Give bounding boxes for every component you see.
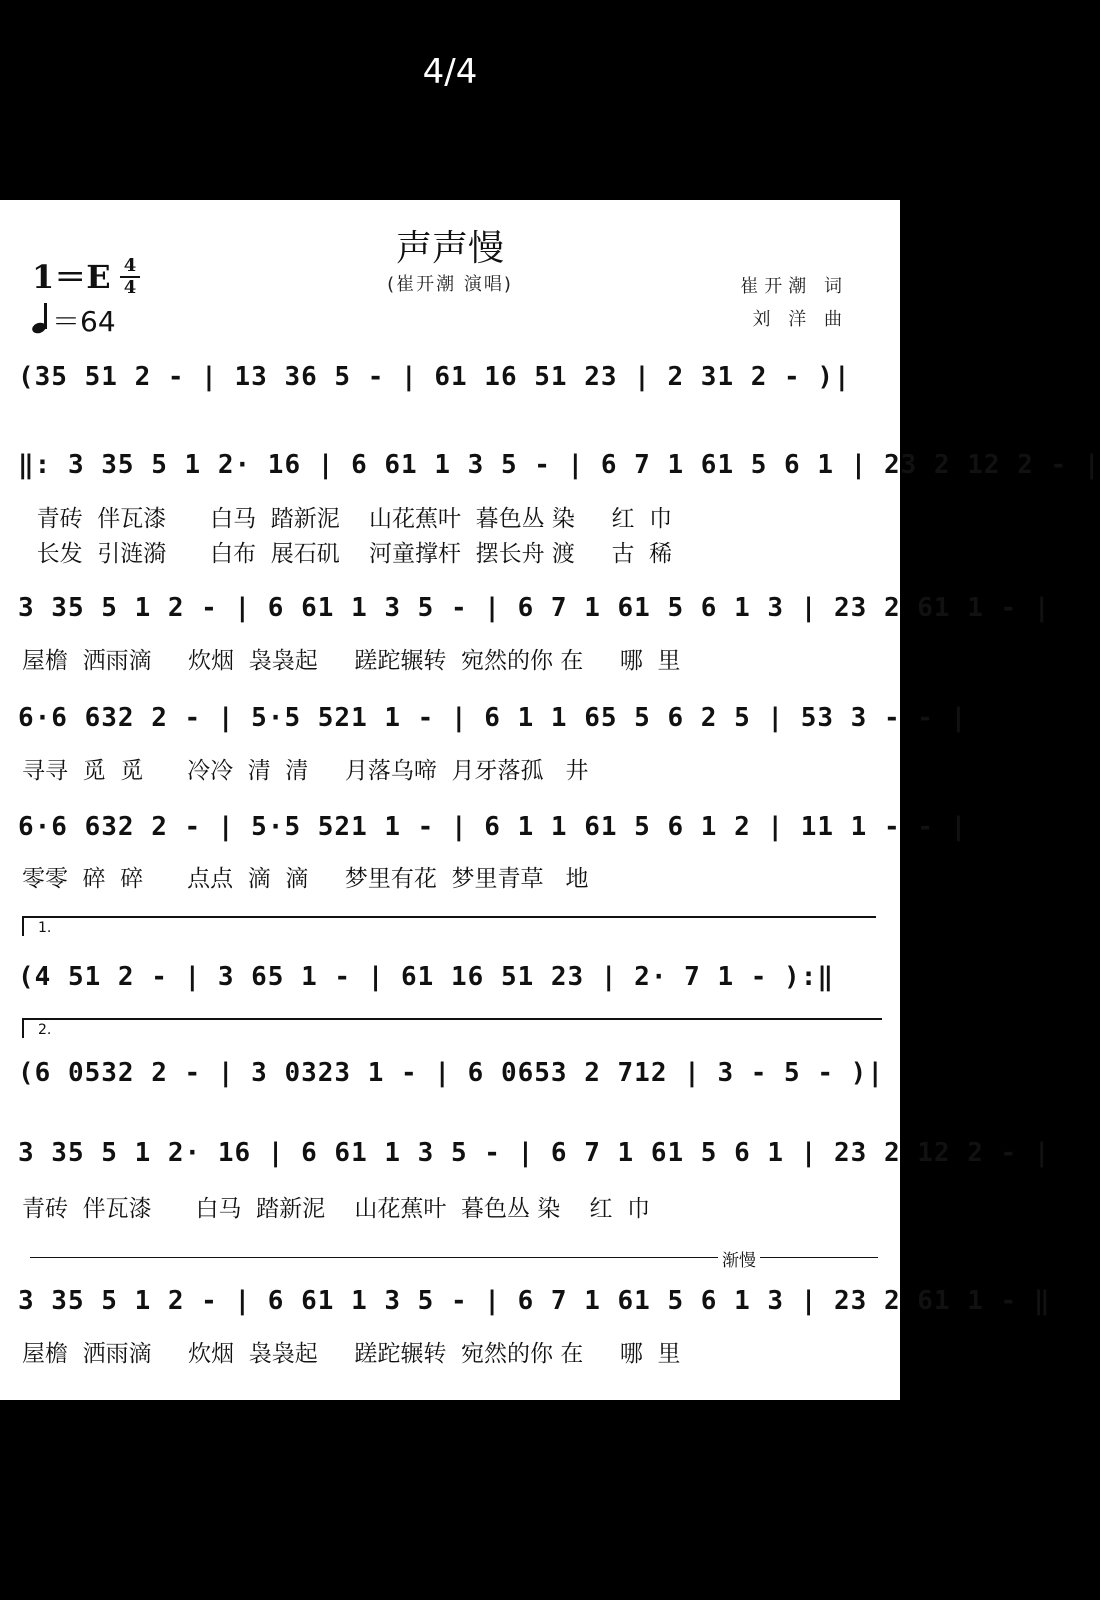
lyric-line-7: 屋檐 洒雨滴 炊烟 袅袅起 蹉跎辗转 宛然的你 在 哪 里	[22, 1341, 681, 1367]
composer-credit: 刘 洋 曲	[752, 309, 848, 330]
lyric-line-6: 青砖 伴瓦漆 白马 踏新泥 山花蕉叶 暮色丛 染 红 巾	[22, 1196, 651, 1222]
notation-line-8: 3 35 5 1 2· 16 | 6 61 1 3 5 - | 6 7 1 61 5 6 1 | 23 2 12 2 - |	[18, 1138, 1051, 1168]
lyric-line-3: 屋檐 洒雨滴 炊烟 袅袅起 蹉跎辗转 宛然的你 在 哪 里	[22, 648, 681, 674]
second-ending-bracket	[22, 1018, 882, 1038]
lyricist-credit: 崔开潮 词	[740, 276, 848, 297]
second-ending-label: 2.	[38, 1022, 52, 1038]
notation-line-7: (6 0532 2 - | 3 0323 1 - | 6 0653 2 712 | 3 - 5 - )|	[18, 1058, 884, 1088]
first-ending-label: 1.	[38, 920, 52, 936]
tempo-marking	[30, 300, 116, 340]
first-ending-bracket	[22, 916, 876, 936]
notation-line-6: (4 51 2 - | 3 65 1 - | 61 16 51 23 | 2· 7 1 - ):‖	[18, 962, 835, 992]
ritardando-marking	[30, 1251, 878, 1271]
notation-line-3: 3 35 5 1 2 - | 6 61 1 3 5 - | 6 7 1 61 5 6 1 3 | 23 2 61 1 - |	[18, 593, 1051, 623]
sheet-music-page[interactable]	[0, 200, 1100, 1400]
notation-line-5: 6·6 632 2 - | 5·5 521 1 - | 6 1 1 61 5 6 1 2 | 11 1 - - |	[18, 812, 968, 842]
notation-line-4: 6·6 632 2 - | 5·5 521 1 - | 6 1 1 65 5 6 2 5 | 53 3 - - |	[18, 703, 968, 733]
quarter-note-icon	[30, 307, 52, 335]
performer-credit: (崔开潮 演唱)	[387, 274, 513, 295]
time-signature	[120, 256, 140, 298]
notation-line-9: 3 35 5 1 2 - | 6 61 1 3 5 - | 6 7 1 61 5 6 1 3 | 23 2 61 1 - ‖	[18, 1286, 1051, 1316]
time-signature-bottom: 4	[123, 277, 137, 298]
lyric-line-5: 零零 碎 碎 点点 滴 滴 梦里有花 梦里青草 地	[22, 866, 589, 892]
ritardando-label: 渐慢	[718, 1246, 760, 1271]
lyric-line-1: 青砖 伴瓦漆 白马 踏新泥 山花蕉叶 暮色丛 染 红 巾	[22, 506, 673, 532]
song-title: 声声慢	[395, 228, 504, 269]
page-counter: 4/4	[422, 52, 478, 92]
lyric-line-2: 长发 引涟漪 白布 展石矶 河童撑杆 摆长舟 渡 古 稀	[22, 541, 673, 567]
time-signature-top: 4	[120, 256, 140, 278]
notation-line-1: (35 51 2 - | 13 36 5 - | 61 16 51 23 | 2 31 2 - )|	[18, 362, 851, 392]
lyric-line-4: 寻寻 觅 觅 冷冷 清 清 月落乌啼 月牙落孤 井	[22, 758, 589, 784]
notation-line-2: ‖: 3 35 5 1 2· 16 | 6 61 1 3 5 - | 6 7 1 61 5 6 1 | 23 2 12 2 - |	[18, 450, 1100, 480]
key-signature: 1＝E	[32, 258, 111, 296]
tempo-value: ＝64	[52, 305, 116, 338]
